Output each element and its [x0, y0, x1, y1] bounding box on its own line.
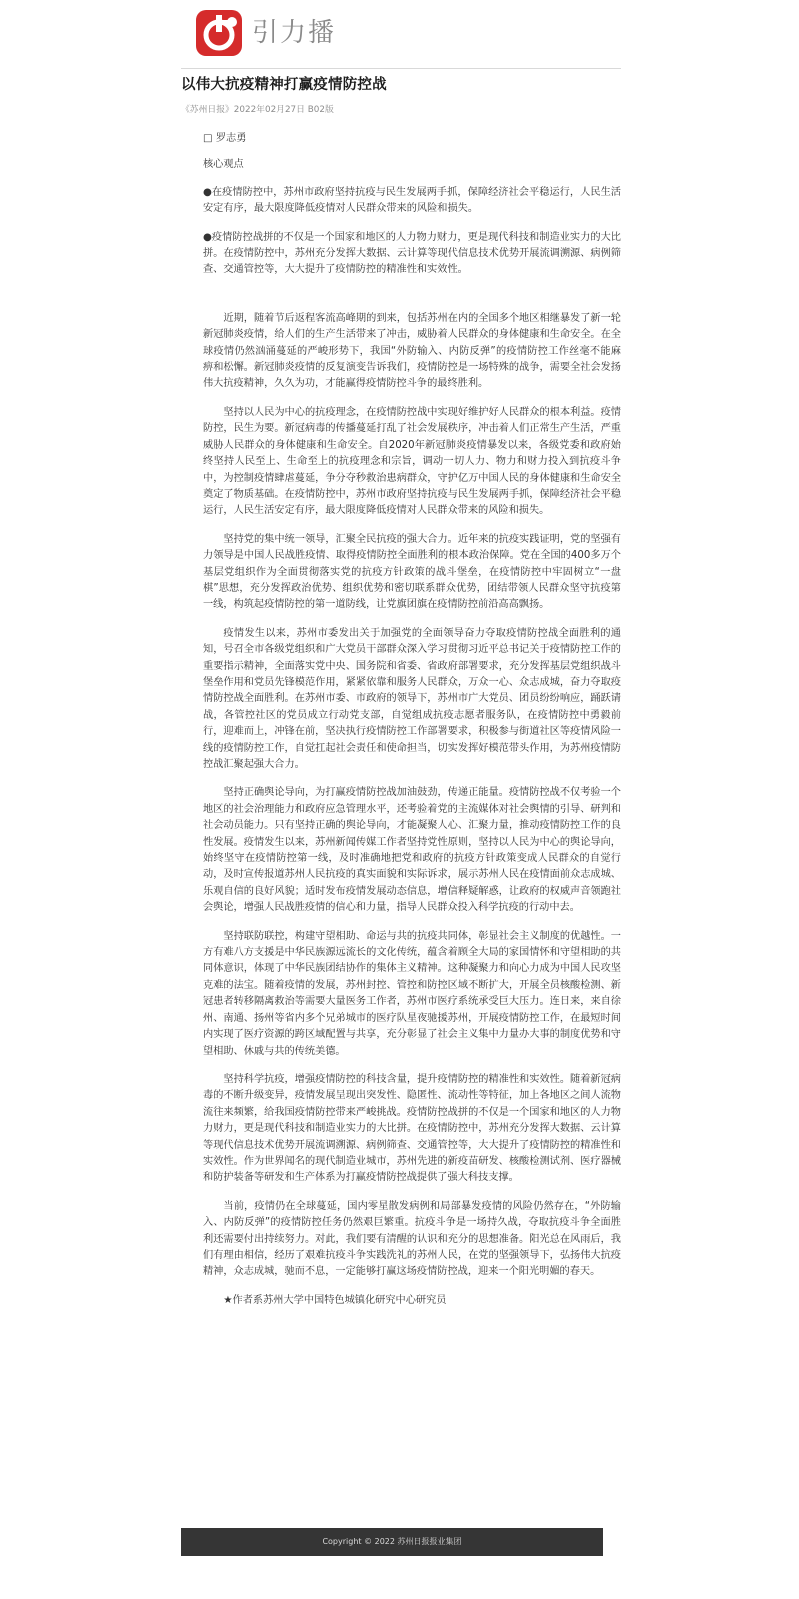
body-paragraph: 坚持正确舆论导向，为打赢疫情防控战加油鼓劲，传递正能量。疫情防控战不仅考验一个地区的社会治理能力和政府应急管理水平，还考验着党的主流媒体对社会舆情的引导、研判和社会动员能力。只有坚持正确的舆论导向，才能凝聚人心、汇聚力量，推动疫情防控工作的良性发展。疫情发生以来，苏州新闻传媒工作者坚持党性原则，坚持以人民为中心的舆论导向，始终坚守在疫情防控第一线，及时准确地把党和政府的抗疫方针政策变成人民群众的自觉行动，及时宣传报道苏州人民抗疫的真实面貌和实际诉求，展示苏州人民在疫情面前众志成城、乐观自信的良好风貌；适时发布疫情发展动态信息，增信释疑解惑，让政府的权威声音领跑社会舆论，增强人民战胜疫情的信心和力量，指导人民群众投入科学抗疫的行动中去。 — [203, 787, 621, 914]
core-point: ●疫情防控战拼的不仅是一个国家和地区的人力物力财力，更是现代科技和制造业实力的大比拼。在疫情防控中，苏州充分发挥大数据、云计算等现代信息技术优势开展流调溯源、病例筛查、交通管控等，大大提升了疫情防控的精准性和实效性。 — [203, 231, 621, 276]
article — [181, 75, 621, 1321]
author-note: ★作者系苏州大学中国特色城镇化研究中心研究员 — [223, 1294, 447, 1306]
article-author: □ 罗志勇 — [203, 133, 247, 144]
core-points-label: 核心观点 — [203, 159, 244, 171]
site-header — [196, 10, 336, 56]
body-paragraph: 近期，随着节后返程客流高峰期的到来，包括苏州在内的全国多个地区相继暴发了新一轮新冠肺炎疫情，给人们的生产生活带来了冲击，威胁着人民群众的身体健康和生命安全。在全球疫情仍然汹涌蔓延的严峻形势下，我国“外防输入、内防反弹”的疫情防控工作丝毫不能麻痹和松懈。新冠肺炎疫情的反复演变告诉我们，疫情防控是一场特殊的战争，需要全社会发扬伟大抗疫精神，久久为功，才能赢得疫情防控斗争的最终胜利。 — [203, 312, 621, 390]
brand-name: 引力播 — [252, 18, 337, 48]
body-paragraph: 疫情发生以来，苏州市委发出关于加强党的全面领导奋力夺取疫情防控战全面胜利的通知，号召全市各级党组织和广大党员干部群众深入学习贯彻习近平总书记关于疫情防控工作的重要指示精神，全面落实党中央、国务院和省委、省政府部署要求，充分发挥基层党组织战斗堡垒作用和党员先锋模范作用，紧紧依靠和服务人民群众，万众一心、众志成城，奋力夺取疫情防控战全面胜利。在苏州市委、市政府的领导下，苏州市广大党员、团员纷纷响应，踊跃请战，各管控社区的党员成立行动党支部，自觉组成抗疫志愿者服务队，在疫情防控中勇毅前行，迎难而上，冲锋在前，坚决执行疫情防控工作部署要求，积极参与街道社区等疫情风险一线的疫情防控工作，自觉扛起社会责任和使命担当，切实发挥好模范带头作用，为苏州疫情防控战汇聚起强大合力。 — [203, 627, 621, 770]
core-point: ●在疫情防控中，苏州市政府坚持抗疫与民生发展两手抓，保障经济社会平稳运行，人民生活安定有序，最大限度降低疫情对人民群众带来的风险和损失。 — [203, 186, 621, 215]
body-paragraph: 坚持科学抗疫，增强疫情防控的科技含量，提升疫情防控的精准性和实效性。随着新冠病毒的不断升级变异，疫情发展呈现出突发性、隐匿性、流动性等特征，加上各地区之间人流物流往来频繁，给我国疫情防控带来严峻挑战。疫情防控战拼的不仅是一个国家和地区的人力物力财力，更是现代科技和制造业实力的大比拼。在疫情防控中，苏州充分发挥大数据、云计算等现代信息技术优势开展流调溯源、病例筛查、交通管控等，大大提升了疫情防控的精准性和实效性。作为世界闻名的现代制造业城市，苏州先进的新疫苗研发、核酸检测试剂、医疗器械和防护装备等研发和生产体系为打赢疫情防控战提供了强大科技支撑。 — [203, 1073, 621, 1184]
article-title: 以伟大抗疫精神打赢疫情防控战 — [181, 77, 387, 93]
body-paragraph: 坚持联防联控，构建守望相助、命运与共的抗疫共同体，彰显社会主义制度的优越性。一方有难八方支援是中华民族源远流长的文化传统，蕴含着顾全大局的家国情怀和守望相助的共同体意识，体现了中华民族团结协作的集体主义精神。这种凝聚力和向心力成为中国人民攻坚克难的法宝。随着疫情的发展，苏州封控、管控和防控区域不断扩大，开展全员核酸检测、新冠患者转移隔离救治等需要大量医务工作者，苏州市医疗系统承受巨大压力。连日来，来自徐州、南通、扬州等省内多个兄弟城市的医疗队星夜驰援苏州，开展疫情防控工作，在最短时间内实现了医疗资源的跨区域配置与共享，充分彰显了社会主义集中力量办大事的制度优势和守望相助、休戚与共的传统美德。 — [203, 930, 621, 1057]
header-divider — [181, 68, 621, 69]
article-body — [181, 131, 621, 1309]
page-footer: Copyright © 2022 苏州日报报业集团 — [181, 1528, 603, 1556]
logo-icon[interactable] — [196, 10, 242, 56]
body-paragraph: 坚持以人民为中心的抗疫理念，在疫情防控战中实现好维护好人民群众的根本利益。疫情防控，民生为要。新冠病毒的传播蔓延打乱了社会发展秩序，冲击着人们正常生产生活，严重威胁人民群众的身体健康和生命安全。自2020年新冠肺炎疫情暴发以来，各级党委和政府始终坚持人民至上、生命至上的抗疫理念和宗旨，调动一切人力、物力和财力投入到抗疫斗争中，为控制疫情肆虐蔓延，争分夺秒救治患病群众，守护亿万中国人民的身体健康和生命安全奠定了物质基础。在疫情防控中，苏州市政府坚持抗疫与民生发展两手抓，保障经济社会平稳运行，人民生活安定有序，最大限度降低疫情对人民群众带来的风险和损失。 — [203, 406, 621, 517]
body-paragraph: 当前，疫情仍在全球蔓延，国内零星散发病例和局部暴发疫情的风险仍然存在，“外防输入、内防反弹”的疫情防控任务仍然艰巨繁重。抗疫斗争是一场持久战，夺取抗疫斗争全面胜利还需要付出持续努力。对此，我们要有清醒的认识和充分的思想准备。阳光总在风雨后，我们有理由相信，经历了艰难抗疫斗争实践洗礼的苏州人民，在党的坚强领导下，弘扬伟大抗疫精神，众志成城，驰而不息，一定能够打赢这场疫情防控战，迎来一个阳光明媚的春天。 — [203, 1200, 621, 1278]
body-paragraph: 坚持党的集中统一领导，汇聚全民抗疫的强大合力。近年来的抗疫实践证明，党的坚强有力领导是中国人民战胜疫情、取得疫情防控全面胜利的根本政治保障。党在全国的400多万个基层党组织作为全面贯彻落实党的抗疫方针政策的战斗堡垒，在疫情防控中牢固树立“一盘棋”思想，充分发挥政治优势、组织优势和密切联系群众优势，团结带领人民群众坚守抗疫第一线，构筑起疫情防控的第一道防线，让党旗团旗在疫情防控前沿高高飘扬。 — [203, 533, 621, 611]
article-meta: 《苏州日报》2022年02月27日 B02版 — [181, 105, 334, 115]
section-gap — [203, 291, 621, 311]
